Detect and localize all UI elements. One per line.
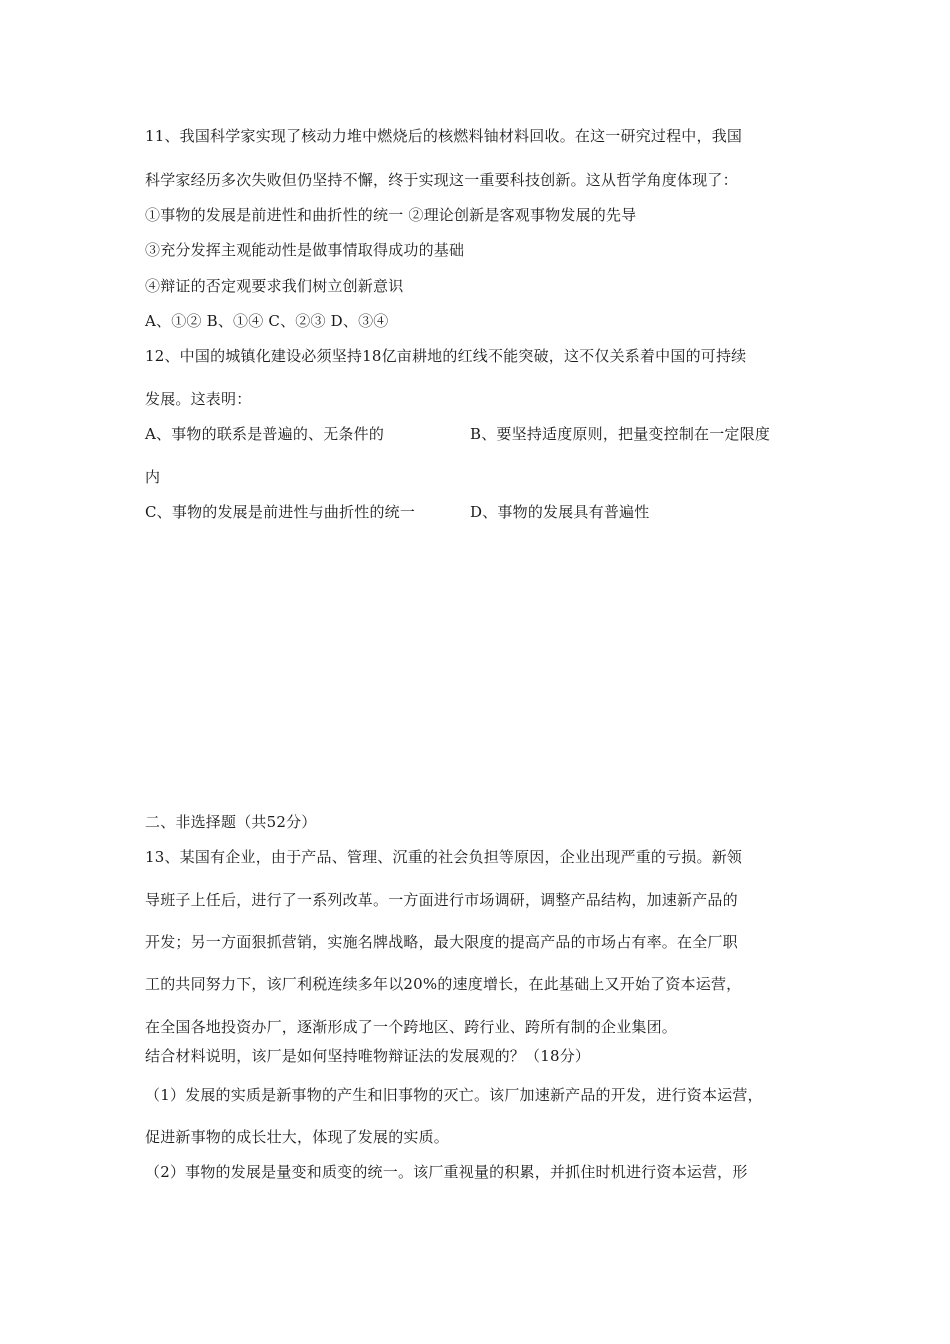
q12-choice-d: D、事物的发展具有普遍性 xyxy=(470,503,650,521)
q11-stem-line1: 11、我国科学家实现了核动力堆中燃烧后的核燃料铀材料回收。在这一研究过程中，我国 xyxy=(145,127,743,145)
q12-stem-line2: 发展。这表明： xyxy=(145,390,252,408)
q13-material-line2: 导班子上任后，进行了一系列改革。一方面进行市场调研，调整产品结构，加速新产品的 xyxy=(145,891,738,909)
q11-option-line1: ①事物的发展是前进性和曲折性的统一 ②理论创新是客观事物发展的先导 xyxy=(145,206,637,224)
q13-material-line3: 开发；另一方面狠抓营销，实施名牌战略，最大限度的提高产品的市场占有率。在全厂职 xyxy=(145,933,738,951)
q13-material-line5: 在全国各地投资办厂，逐渐形成了一个跨地区、跨行业、跨所有制的企业集团。 xyxy=(145,1018,678,1036)
q13-answer2-line1: （2）事物的发展是量变和质变的统一。该厂重视量的积累，并抓住时机进行资本运营，形 xyxy=(145,1163,748,1181)
q12-choice-a: A、事物的联系是普遍的、无条件的 xyxy=(145,425,385,443)
q12-stem-line1: 12、中国的城镇化建设必须坚持18亿亩耕地的红线不能突破，这不仅关系着中国的可持续 xyxy=(145,347,747,365)
q11-option-line3: ④辩证的否定观要求我们树立创新意识 xyxy=(145,277,404,295)
section2-heading: 二、非选择题（共52分） xyxy=(145,813,317,831)
q11-choices: A、①② B、①④ C、②③ D、③④ xyxy=(145,312,389,330)
q13-material-line4: 工的共同努力下，该厂利税连续多年以20%的速度增长，在此基础上又开始了资本运营， xyxy=(145,975,742,993)
q13-answer1-line1: （1）发展的实质是新事物的产生和旧事物的灭亡。该厂加速新产品的开发，进行资本运营， xyxy=(145,1086,763,1104)
q12-choice-b: B、要坚持适度原则，把量变控制在一定限度 xyxy=(470,425,771,443)
q13-answer1-line2: 促进新事物的成长壮大，体现了发展的实质。 xyxy=(145,1128,450,1146)
q13-material-line1: 13、某国有企业，由于产品、管理、沉重的社会负担等原因，企业出现严重的亏损。新领 xyxy=(145,848,743,866)
q13-question: 结合材料说明，该厂是如何坚持唯物辩证法的发展观的？（18分） xyxy=(145,1047,591,1065)
q12-choice-b-continued: 内 xyxy=(145,468,161,486)
q12-choice-c: C、事物的发展是前进性与曲折性的统一 xyxy=(145,503,416,521)
q11-stem-line2: 科学家经历多次失败但仍坚持不懈，终于实现这一重要科技创新。这从哲学角度体现了： xyxy=(145,171,738,189)
q11-option-line2: ③充分发挥主观能动性是做事情取得成功的基础 xyxy=(145,241,465,259)
